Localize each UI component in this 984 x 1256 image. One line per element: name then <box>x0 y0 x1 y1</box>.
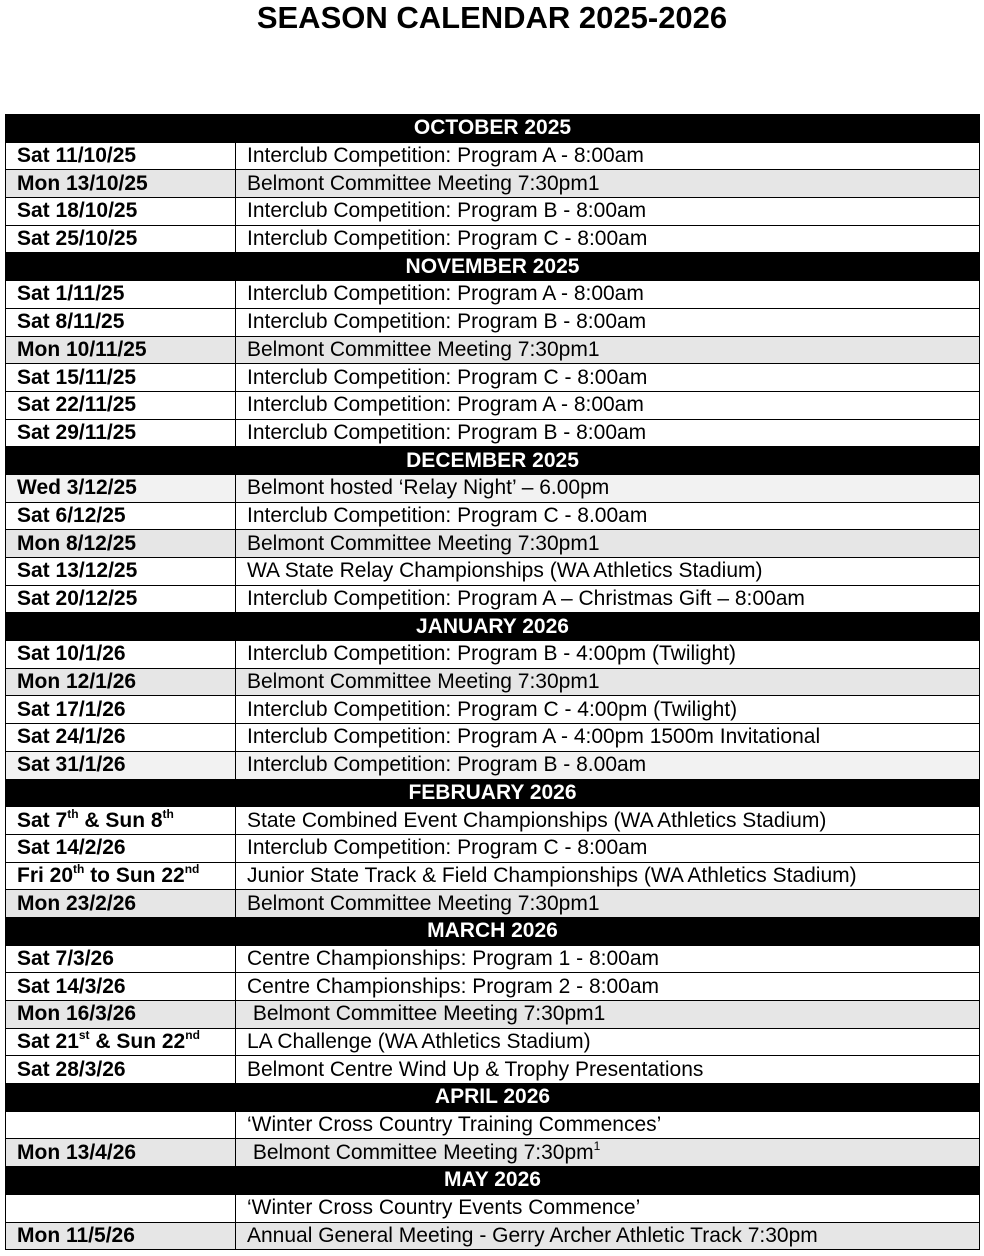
event-text: Centre Championships: Program 2 - 8:00am <box>247 974 660 998</box>
event-date <box>6 696 236 724</box>
month-header: MAY 2026 <box>6 1167 980 1195</box>
event-date <box>6 281 236 309</box>
date-ordinal-suffix: th <box>162 806 174 821</box>
event-text: LA Challenge (WA Athletics Stadium) <box>247 1030 591 1054</box>
date-ordinal-suffix: st <box>78 1028 90 1043</box>
event-text: Belmont Committee Meeting 7:30pm1 <box>247 337 600 361</box>
event-description <box>236 1056 980 1084</box>
date-text: Mon 10/11/25 <box>17 337 147 361</box>
event-text: ‘Winter Cross Country Training Commences’ <box>247 1113 662 1137</box>
event-text: Interclub Competition: Program A - 8:00am <box>247 393 644 417</box>
date-text: Mon 13/10/25 <box>17 171 148 195</box>
event-text: Belmont Committee Meeting 7:30pm1 <box>247 670 600 694</box>
date-ordinal-suffix: th <box>73 862 85 876</box>
calendar-row <box>6 225 980 253</box>
calendar-row <box>6 945 980 973</box>
event-text: Interclub Competition: Program B - 8.00am <box>247 753 647 777</box>
page-title: SEASON CALENDAR 2025-2026 <box>256 0 728 35</box>
calendar-row <box>6 502 980 530</box>
calendar-row <box>6 1028 980 1056</box>
calendar-row <box>6 198 980 226</box>
event-date <box>6 890 236 918</box>
calendar-row <box>6 419 980 447</box>
event-date <box>6 641 236 669</box>
date-text: Sat 18/10/25 <box>17 199 138 223</box>
event-text: Interclub Competition: Program A – Christmas Gift – 8:00am <box>247 587 805 611</box>
calendar-row <box>6 558 980 586</box>
calendar-row <box>6 1111 980 1139</box>
calendar-row <box>6 474 980 502</box>
event-description <box>236 336 980 364</box>
calendar-row <box>6 668 980 696</box>
event-description <box>236 281 980 309</box>
event-description <box>236 1222 980 1250</box>
event-text: WA State Relay Championships (WA Athletics Stadium) <box>247 559 763 583</box>
date-text: Sat 11/10/25 <box>17 144 137 168</box>
date-text: Sat 24/1/26 <box>17 725 126 749</box>
event-text: Interclub Competition: Program B - 8:00am <box>247 310 647 334</box>
calendar-row <box>6 973 980 1001</box>
event-text: Interclub Competition: Program A - 4:00pm 1500m Invitational <box>247 725 821 749</box>
event-description <box>236 364 980 392</box>
month-header: FEBRUARY 2026 <box>6 779 980 807</box>
event-text: Annual General Meeting - Gerry Archer Athletic Track 7:30pm <box>247 1223 818 1247</box>
month-header: APRIL 2026 <box>6 1084 980 1112</box>
calendar-row <box>6 724 980 752</box>
season-calendar-table <box>5 114 980 1250</box>
event-description <box>236 474 980 502</box>
event-text: Centre Championships: Program 1 - 8:00am <box>247 946 660 970</box>
event-description <box>236 668 980 696</box>
month-header-row <box>6 613 980 641</box>
event-text: Belmont Committee Meeting 7:30pm <box>247 1140 594 1164</box>
month-header: DECEMBER 2025 <box>6 447 980 475</box>
event-text: Interclub Competition: Program C - 8:00am <box>247 836 648 860</box>
calendar-row <box>6 641 980 669</box>
event-description <box>236 724 980 752</box>
date-text: Sat 29/11/25 <box>17 420 137 444</box>
event-text: Belmont Committee Meeting 7:30pm1 <box>247 1002 606 1026</box>
event-date <box>6 1222 236 1250</box>
event-text: Interclub Competition: Program A - 8:00am <box>247 144 644 168</box>
date-ordinal-suffix: th <box>67 806 79 821</box>
date-text: Fri 20 <box>17 863 74 887</box>
event-text: Belmont Centre Wind Up & Trophy Presentations <box>247 1057 704 1081</box>
event-date <box>6 668 236 696</box>
date-text-continued: to Sun 22 <box>84 863 185 887</box>
calendar-row <box>6 585 980 613</box>
event-date <box>6 142 236 170</box>
event-date <box>6 1056 236 1084</box>
date-text: Sat 25/10/25 <box>17 227 138 251</box>
date-text: Sat 13/12/25 <box>17 559 138 583</box>
date-text: Sat 7/3/26 <box>17 946 114 970</box>
event-date <box>6 364 236 392</box>
calendar-row <box>6 862 980 890</box>
date-text: Mon 13/4/26 <box>17 1140 137 1164</box>
event-description <box>236 170 980 198</box>
calendar-row <box>6 336 980 364</box>
event-description <box>236 502 980 530</box>
event-text: Interclub Competition: Program A - 8:00am <box>247 282 644 306</box>
calendar-row <box>6 807 980 835</box>
event-description <box>236 641 980 669</box>
event-description <box>236 530 980 558</box>
event-description <box>236 973 980 1001</box>
event-date <box>6 1139 236 1167</box>
event-description <box>236 945 980 973</box>
event-description <box>236 1001 980 1029</box>
date-text: Sat 7 <box>17 808 68 832</box>
event-text: Interclub Competition: Program C - 8:00am <box>247 227 648 251</box>
date-text: Sat 14/3/26 <box>17 974 126 998</box>
event-date <box>6 336 236 364</box>
event-date <box>6 973 236 1001</box>
event-date <box>6 751 236 779</box>
event-text: State Combined Event Championships (WA Athletics Stadium) <box>247 808 827 832</box>
calendar-row <box>6 391 980 419</box>
event-date <box>6 558 236 586</box>
date-ordinal-suffix: nd <box>185 1028 200 1043</box>
event-date <box>6 945 236 973</box>
event-description <box>236 807 980 835</box>
calendar-row <box>6 142 980 170</box>
date-text: Mon 8/12/25 <box>17 531 137 555</box>
event-date <box>6 724 236 752</box>
event-description <box>236 419 980 447</box>
event-description <box>236 198 980 226</box>
calendar-row <box>6 834 980 862</box>
event-date <box>6 862 236 890</box>
event-text: Interclub Competition: Program C - 8.00am <box>247 503 648 527</box>
calendar-row <box>6 751 980 779</box>
event-text: Belmont Committee Meeting 7:30pm1 <box>247 171 600 195</box>
calendar-row <box>6 530 980 558</box>
event-date <box>6 419 236 447</box>
date-text: Sat 15/11/25 <box>17 365 137 389</box>
event-date <box>6 834 236 862</box>
event-date <box>6 1001 236 1029</box>
event-text: Interclub Competition: Program B - 8:00am <box>247 420 647 444</box>
calendar-row <box>6 1222 980 1250</box>
event-description <box>236 1111 980 1139</box>
date-text: Mon 11/5/26 <box>17 1223 135 1247</box>
event-date <box>6 170 236 198</box>
event-text: Belmont Committee Meeting 7:30pm1 <box>247 891 600 915</box>
date-ordinal-suffix: nd <box>184 862 200 876</box>
date-text: Sat 28/3/26 <box>17 1057 126 1081</box>
date-text-continued: & Sun 22 <box>89 1030 186 1054</box>
event-description <box>236 890 980 918</box>
date-text-continued: & Sun 8 <box>78 808 163 832</box>
month-header: NOVEMBER 2025 <box>6 253 980 281</box>
event-description <box>236 751 980 779</box>
month-header-row <box>6 1167 980 1195</box>
calendar-row <box>6 170 980 198</box>
date-text: Mon 23/2/26 <box>17 891 137 915</box>
date-text: Sat 22/11/25 <box>17 393 137 417</box>
date-text: Mon 12/1/26 <box>17 670 137 694</box>
calendar-row <box>6 1139 980 1167</box>
event-date <box>6 198 236 226</box>
date-text: Mon 16/3/26 <box>17 1002 137 1026</box>
event-text: Interclub Competition: Program C - 8:00am <box>247 365 648 389</box>
date-text: Sat 1/11/25 <box>17 282 125 306</box>
event-date <box>6 308 236 336</box>
event-text: Belmont hosted ‘Relay Night’ – 6.00pm <box>247 476 610 500</box>
date-text: Sat 20/12/25 <box>17 587 138 611</box>
event-text: ‘Winter Cross Country Events Commence’ <box>247 1196 641 1220</box>
event-description <box>236 225 980 253</box>
event-description <box>236 834 980 862</box>
event-date <box>6 225 236 253</box>
date-text: Sat 14/2/26 <box>17 836 126 860</box>
footnote-marker: 1 <box>593 1138 601 1153</box>
calendar-row <box>6 281 980 309</box>
event-description <box>236 1194 980 1222</box>
event-date <box>6 1111 236 1139</box>
calendar-row <box>6 1001 980 1029</box>
event-text: Interclub Competition: Program B - 4:00pm (Twilight) <box>247 642 737 666</box>
event-description <box>236 1139 980 1167</box>
month-header: OCTOBER 2025 <box>6 115 980 143</box>
event-date <box>6 585 236 613</box>
event-text: Belmont Committee Meeting 7:30pm1 <box>247 531 600 555</box>
month-header-row <box>6 917 980 945</box>
event-date <box>6 1028 236 1056</box>
event-text: Interclub Competition: Program C - 4:00pm (Twilight) <box>247 697 738 721</box>
event-description <box>236 696 980 724</box>
calendar-row <box>6 696 980 724</box>
month-header-row <box>6 115 980 143</box>
calendar-row <box>6 1194 980 1222</box>
month-header-row <box>6 447 980 475</box>
calendar-row <box>6 1056 980 1084</box>
date-text: Sat 21 <box>17 1030 79 1054</box>
event-date <box>6 502 236 530</box>
event-text: Interclub Competition: Program B - 8:00am <box>247 199 647 223</box>
event-description <box>236 585 980 613</box>
event-date <box>6 474 236 502</box>
month-header-row <box>6 253 980 281</box>
event-text: Junior State Track & Field Championships (WA Athletics Stadium) <box>247 863 857 887</box>
event-date <box>6 1194 236 1222</box>
calendar-row <box>6 890 980 918</box>
date-text: Wed 3/12/25 <box>17 476 137 500</box>
month-header-row <box>6 779 980 807</box>
month-header-row <box>6 1084 980 1112</box>
event-description <box>236 862 980 890</box>
event-description <box>236 308 980 336</box>
date-text: Sat 10/1/26 <box>17 642 126 666</box>
month-header: MARCH 2026 <box>6 917 980 945</box>
month-header: JANUARY 2026 <box>6 613 980 641</box>
event-date <box>6 530 236 558</box>
calendar-row <box>6 308 980 336</box>
event-date <box>6 807 236 835</box>
date-text: Sat 6/12/25 <box>17 503 126 527</box>
date-text: Sat 31/1/26 <box>17 753 126 777</box>
date-text: Sat 17/1/26 <box>17 697 126 721</box>
event-description <box>236 391 980 419</box>
event-description <box>236 142 980 170</box>
calendar-row <box>6 364 980 392</box>
event-date <box>6 391 236 419</box>
event-description <box>236 558 980 586</box>
event-description <box>236 1028 980 1056</box>
date-text: Sat 8/11/25 <box>17 310 125 334</box>
